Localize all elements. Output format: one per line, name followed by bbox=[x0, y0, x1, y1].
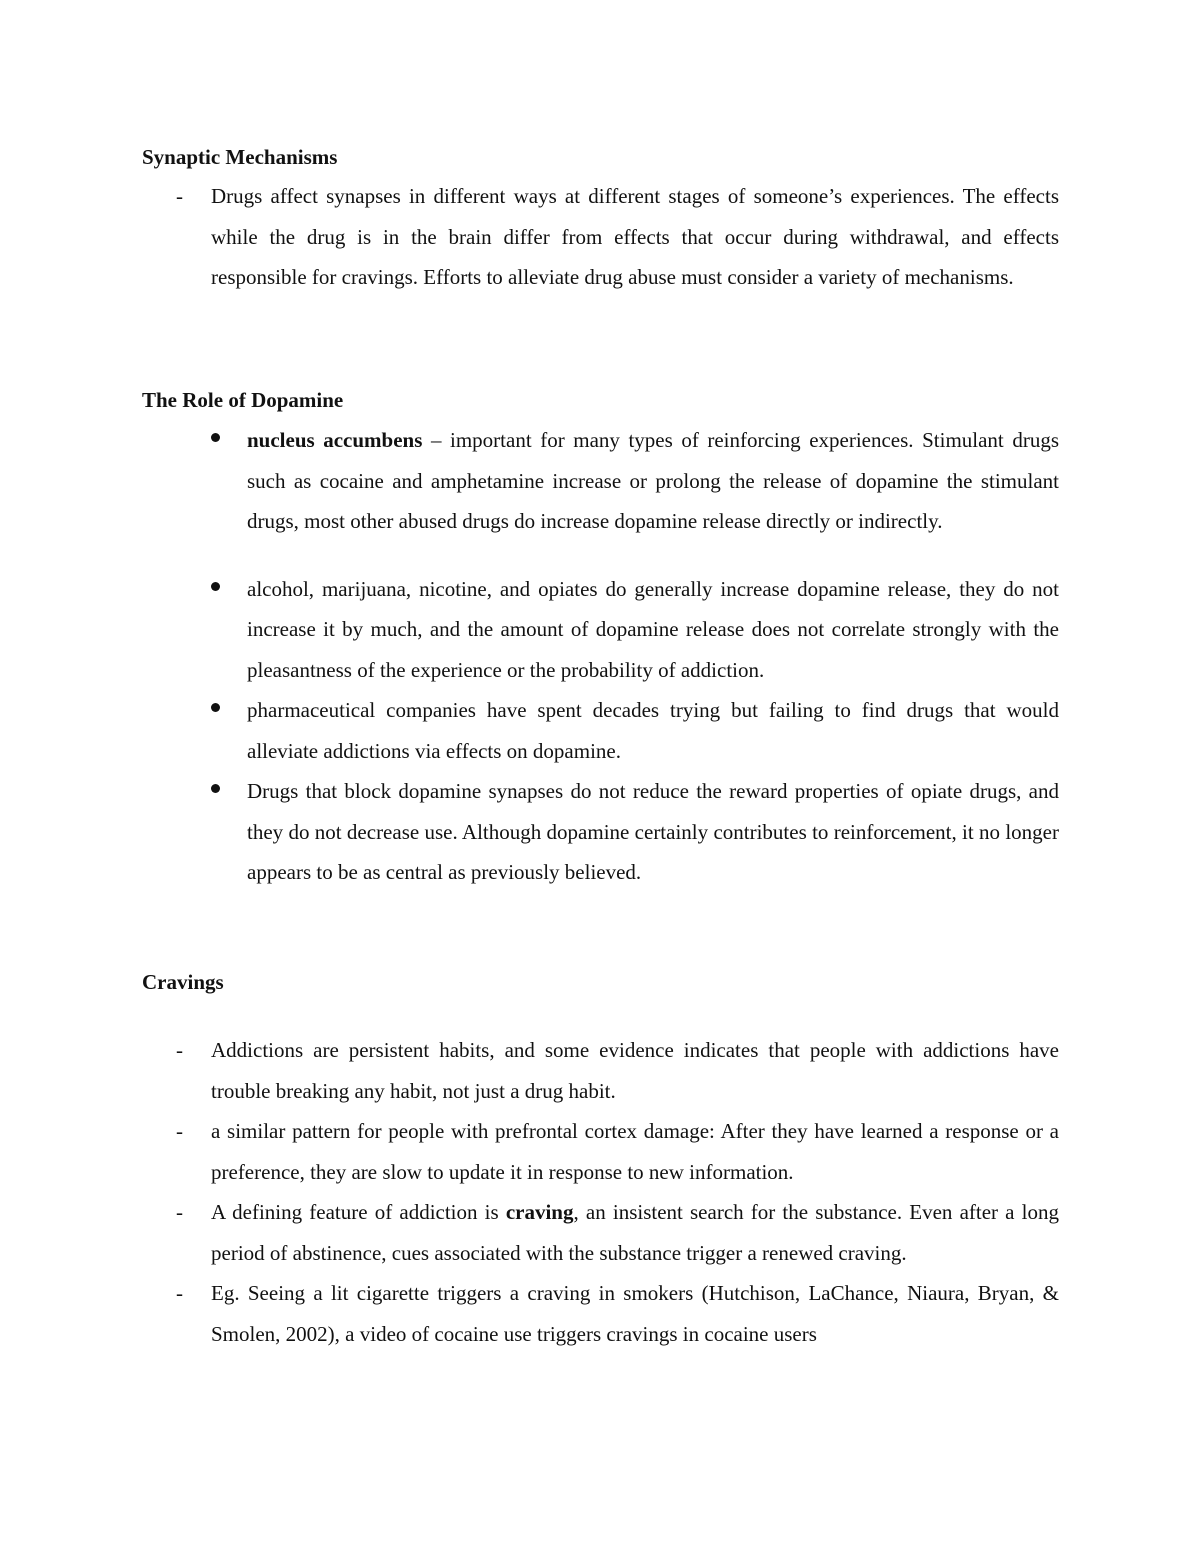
list-item bbox=[0, 176, 1200, 298]
list-item bbox=[0, 1030, 1200, 1111]
bullet-dot-icon bbox=[211, 784, 220, 793]
bullet-dot-icon bbox=[211, 582, 220, 591]
list-item bbox=[0, 420, 1200, 542]
dash-bullet: - bbox=[176, 184, 183, 208]
bold-term-craving: craving bbox=[505, 1200, 574, 1224]
list-gap bbox=[0, 542, 1200, 569]
list-item-text bbox=[247, 420, 1059, 542]
heading-cravings: Cravings bbox=[142, 970, 224, 994]
dash-bullet: - bbox=[176, 1200, 183, 1224]
heading-synaptic-mechanisms: Synaptic Mechanisms bbox=[142, 145, 338, 169]
list-item-text: Drugs that block dopamine synapses do not reduce the reward properties of opiate drugs, and they do not decrease use. Although dopamine certainly contributes to reinforcement, it no longer appears to be as central as previously believed. bbox=[247, 779, 1059, 884]
list-item bbox=[0, 1273, 1200, 1354]
dopamine-list bbox=[0, 420, 1200, 893]
list-item-text: alcohol, marijuana, nicotine, and opiates do generally increase dopamine release, they do not increase it by much, and the amount of dopamine release does not correlate strongly with the pleasantness of the experience or the probability of addiction. bbox=[247, 576, 1059, 682]
cravings-list bbox=[0, 1030, 1200, 1354]
list-item-text: a similar pattern for people with prefrontal cortex damage: After they have learned a response or a preference, they are slow to update it in response to new information. bbox=[211, 1119, 1059, 1184]
list-item-text-rest: – important for many types of reinforcing experiences. Stimulant drugs such as cocaine and amphetamine increase or prolong the release of dopamine the stimulant drugs, most other abused drugs do increase dopamine release directly or indirectly. bbox=[247, 428, 1059, 533]
bullet-dot-icon bbox=[211, 433, 220, 442]
list-item-text: Drugs affect synapses in different ways at different stages of someone’s experiences. The effects while the drug is in the brain differ from effects that occur during withdrawal, and effects responsible for cravings. Efforts to alleviate drug abuse must consider a variety of mechanisms. bbox=[211, 184, 1059, 289]
list-item bbox=[0, 569, 1200, 691]
list-item bbox=[0, 690, 1200, 771]
bold-term-nucleus-accumbens: nucleus accumbens bbox=[247, 428, 423, 452]
bullet-dot-icon bbox=[211, 703, 220, 712]
dash-bullet: - bbox=[176, 1038, 183, 1062]
synaptic-list bbox=[0, 176, 1200, 298]
list-item bbox=[0, 771, 1200, 893]
list-item bbox=[0, 1111, 1200, 1192]
list-item-text bbox=[211, 1192, 1059, 1273]
list-item-text: Eg. Seeing a lit cigarette triggers a craving in smokers (Hutchison, LaChance, Niaura, Bryan, & Smolen, 2002), a video of cocaine use triggers cravings in cocaine users bbox=[211, 1281, 1059, 1346]
dash-bullet: - bbox=[176, 1119, 183, 1143]
heading-role-of-dopamine: The Role of Dopamine bbox=[142, 388, 344, 412]
list-item-text-after: , an insistent search for the substance. Even after a long period of abstinence, cues associated with the substance trigger a renewed craving. bbox=[211, 1200, 1059, 1265]
list-item-text-before: A defining feature of addiction is bbox=[211, 1200, 506, 1224]
list-item bbox=[0, 1192, 1200, 1273]
list-item-text: pharmaceutical companies have spent decades trying but failing to find drugs that would alleviate addictions via effects on dopamine. bbox=[247, 698, 1059, 763]
dash-bullet: - bbox=[176, 1281, 183, 1305]
list-item-text: Addictions are persistent habits, and some evidence indicates that people with addictions have trouble breaking any habit, not just a drug habit. bbox=[211, 1038, 1059, 1103]
